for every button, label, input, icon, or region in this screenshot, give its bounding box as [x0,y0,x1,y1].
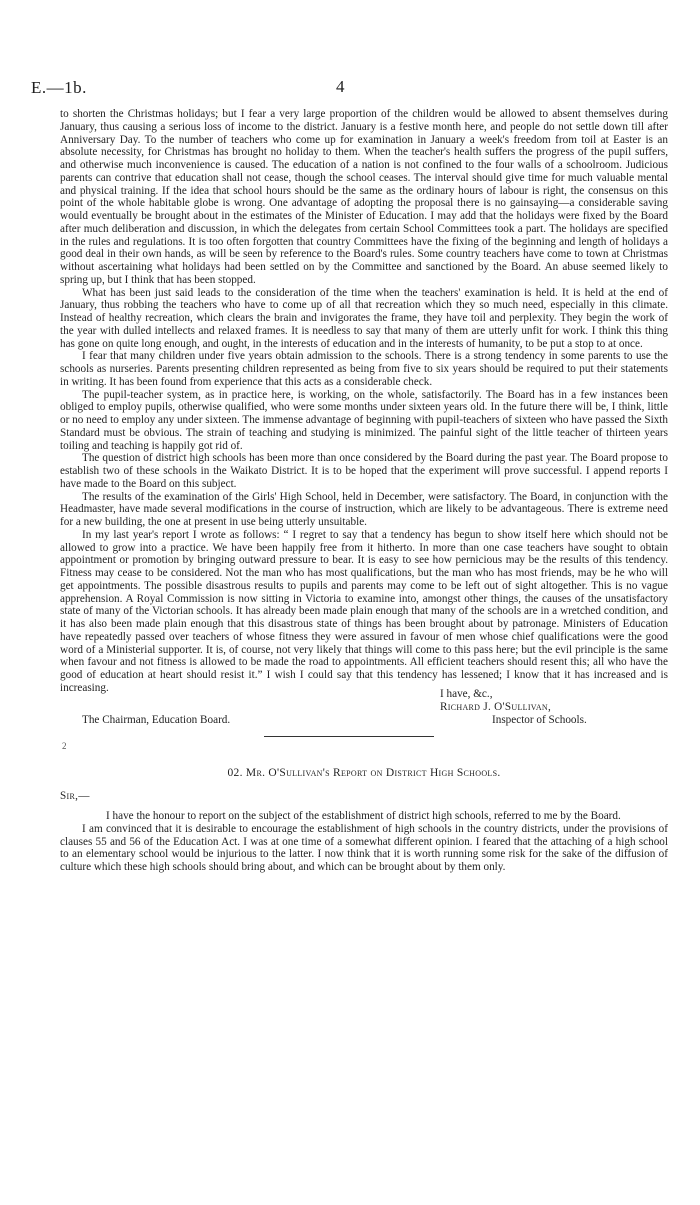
paragraph: I fear that many children under five years obtain admission to the schools. There is a strong tendency in some parents to use the schools as nurseries. Parents presenting children represented as being from five to six years should be required to put their statements in writing. It has been found from experience that this acts as a considerable check. [60,350,668,388]
paragraph: The pupil-teacher system, as in practice here, is working, on the whole, satisfactorily. The Board has in a few instances been obliged to employ pupils, otherwise qualified, who were some months under sixteen years old. In the future there will be, I think, little or no need to employ any under sixteen. The immense advantage of beginning with pupil-teachers of sixteen who have passed the Sixth Standard must be obvious. The strain of teaching and studying is minimized. The painful sight of the little teacher of thirteen years toiling and teaching is happily got rid of. [60,388,668,452]
salutation: Sir,— [60,790,90,802]
section-body [60,810,668,874]
paragraph: to shorten the Christmas holidays; but I fear a very large proportion of the children would be allowed to absent themselves during January, thus causing a serious loss of income to the district. January is a festive month here, and people do not settle down till after Anniversary Day. To the number of teachers who come up for examination in January a week's freedom from toil at Easter is an absolute necessity, for Christmas has brought no holiday to them. When the teacher's health suffers the progress of the pupil suffers, and otherwise much inconvenience is caused. The education of a nation is not confined to the four walls of a schoolroom. Judicious parents can contrive that education shall not cease, though the school ceases. The interval should give time for much valuable mental and physical training. If the idea that school hours should be the same as the ordinary hours of labour is right, the consensus on this point of the whole habitable globe is wrong. One advantage of adopting the proposal there is no gainsaying—a considerable saving would eventually be brought about in the estimates of the Minister of Education. I may add that the holidays were fixed by the Board after much deliberation and discussion, in which the delegates from certain School Committees took a part. The holidays are specified in the rules and regulations. It is too often forgotten that country Committees have the fixing of the beginning and length of holidays a good deal in their own hands, as will be seen by reference to the Board's rules. Some country teachers have come to town at Christmas without ascertaining what holidays had been settled on by the Committee and sanctioned by the Board. An abuse seemed likely to spring up, but I think that has been stopped. [60,108,668,286]
paragraph: What has been just said leads to the consideration of the time when the teachers' examination is held. It is held at the end of January, thus robbing the teachers who have to come up of all that recreation which they so much need, especially in this climate. Instead of healthy recreation, which clears the brain and invigorates the frame, they have toil and perplexity. They begin the work of the year with dulled intellects and relaxed frames. It is needless to say that many of them are utterly unfit for work. I think this thing has gone on quite long enough, and ought, in the interests of education and in the interests of humanity, to be put a stop to at once. [60,286,668,350]
section-title: 02. Mr. O'Sullivan's Report on District High Schools. [227,767,501,779]
signatory-title: Inspector of Schools. [492,714,587,726]
report-body [60,108,668,695]
addressee: The Chairman, Education Board. [82,714,231,726]
closing-line: I have, &c., [440,688,493,700]
paragraph: The results of the examination of the Girls' High School, held in December, were satisfactory. The Board, in conjunction with the Headmaster, have made several modifications in the course of instruction, which are likely to be advantageous. There is extreme need for a new building, the one at present in use being utterly unsuitable. [60,490,668,528]
section-divider [264,736,434,737]
document-reference: E.—1b. [31,78,87,97]
margin-mark: 2 [62,741,67,751]
signatory-name: Richard J. O'Sullivan, [440,701,552,713]
paragraph: I am convinced that it is desirable to encourage the establishment of high schools in the country districts, under the provisions of clauses 55 and 56 of the Education Act. I was at one time of a somewhat different opinion. I feared that the attaching of a high school to an elementary school would be injurious to the latter. I now think that it is worth running some risk for the sake of the diffusion of culture which these high schools should bring about, and which can be brought about by them only. [60,822,668,873]
paragraph: In my last year's report I wrote as follows: “ I regret to say that a tendency has begun to show itself here which should not be allowed to grow into a practice. We have been happily free from it hitherto. In more than one case teachers have sought to obtain appointment or promotion by bringing outward pressure to bear. It is easy to see how pernicious may be the results of this tendency. Fitness may cease to be considered. Not the man who has most qualifications, but the man who has most friends, may be he who will get appointments. The possible disastrous results to pupils and parents may come to be left out of sight altogether. This is no vague apprehension. A Royal Commission is now sitting in Victoria to examine into, amongst other things, the causes of the unsatisfactory state of many of the Victorian schools. It has already been made plain enough that many of the schools are in a wretched condition, and it has also been made plain enough that this disastrous state of things has been brought about by patronage. Ministers of Education have repeatedly passed over teachers of whose fitness they were assured in favour of men whose chief qualifications were the good word of a Ministerial supporter. It is, of course, not very likely that things will come to this pass here; but the evil principle is the same when favour and not fitness is allowed to be made the road to appointments. All efficient teachers should resent this; all who have the good of education at heart should resist it.” I wish I could say that this tendency has lessened; I know that it has increased and is increasing. [60,528,668,694]
paragraph: The question of district high schools has been more than once considered by the Board during the past year. The Board propose to establish two of these schools in the Waikato District. It is to be hoped that the experiment will prove successful. I append reports I have made to the Board on this subject. [60,452,668,490]
page-number: 4 [336,77,345,96]
paragraph: I have the honour to report on the subject of the establishment of district high schools, referred to me by the Board. [106,810,621,822]
